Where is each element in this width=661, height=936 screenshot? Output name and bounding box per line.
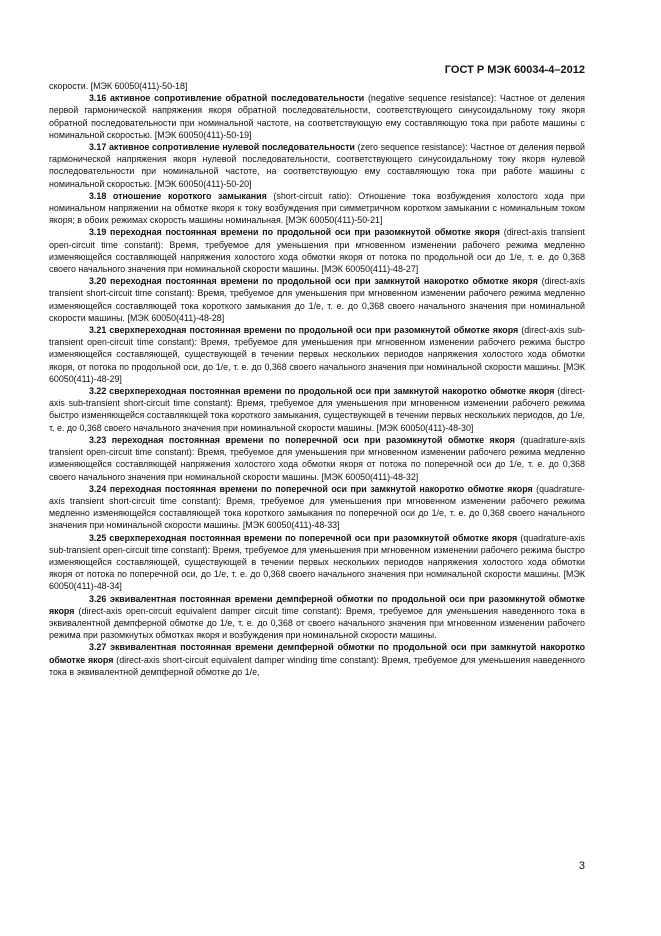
definition: (quadrature-axis sub-transient open-circuit time constant): Время, требуемое для уменьшения при мгновенном изменении рабочего режима быстро изменяющейся составляющей, существующей в течении первых нескольких периодов напряжения холостого хода обмотки якоря от потока по поперечной оси, до 1/е, т. е. до 0,368 своего начального значения при номинальной скорости машины. [МЭК 60050(411)-48-34] (49, 532, 585, 592)
paragraph-3-16 (49, 92, 585, 141)
paragraph-3-24 (49, 483, 585, 532)
term: 3.23 переходная постоянная времени по поперечной оси при разомкнутой обмотке якоря (89, 434, 515, 445)
paragraph-3-22 (49, 385, 585, 434)
definition: (quadrature-axis transient short-circuit time constant): Время, требуемое для уменьшения при мгновенном изменении рабочего режима медленно изменяющейся составляющей тока короткого замыкания по поперечной оси до 1/е, т. е. до 0,368 своего начального значения при номинальной скорости машины. [МЭК 60050(411)-48-33] (49, 483, 585, 531)
term: 3.22 сверхпереходная постоянная времени по продольной оси при замкнутой накоротко обмотке якоря (89, 386, 555, 397)
term: 3.26 эквивалентная постоянная времени демпферной обмотки по продольной оси при разомкнутой обмотке якоря (49, 593, 585, 616)
term: 3.19 переходная постоянная времени по продольной оси при разомкнутой обмотке якоря (89, 227, 500, 238)
definition: (zero sequence resistance): Частное от деления первой гармонической напряжения якоря нулевой последовательности, соответствующего синусоидальному току якоря нулевой последовательности при номинальной частоте, на соответствующую ему составляющую тока при работе машины с номинальной скоростью. [МЭК 60050(411)-50-20] (49, 142, 585, 189)
paragraph-3-19 (49, 226, 585, 275)
document-body (49, 80, 585, 678)
definition: (direct-axis open-circuit equivalent damper circuit time constant): Время, требуемое для уменьшения наведенного тока в эквивалентной демпферной обмотке до 1/е, т. е. до 0,368 от своего начального значения при мгновенном изменении рабочего режима при разомкнутых обмотках якоря и возбуждения при номинальной скорости машины. (49, 605, 585, 641)
paragraph-3-23 (49, 434, 585, 483)
paragraph-3-25 (49, 532, 585, 593)
definition: (negative sequence resistance): Частное от деления первой гармонической напряжения якоря обратной последовательности, соответствующего синусоидальному току якоря обратной последовательности при номинальной частоте, на соответствующую ему составляющую тока при работе машины с номинальной скоростью. [МЭК 60050(411)-50-19] (49, 93, 585, 140)
term: 3.27 эквивалентная постоянная времени демпферной обмотки по продольной оси при замкнутой накоротко обмотке якоря (49, 642, 585, 665)
paragraph-3-17 (49, 141, 585, 190)
paragraph-3-27 (49, 641, 585, 678)
paragraph-3-26 (49, 593, 585, 642)
definition: скорости. [МЭК 60050(411)-50-18] (49, 81, 188, 91)
paragraph (49, 80, 585, 92)
term: 3.24 переходная постоянная времени по поперечной оси при замкнутой накоротко обмотке якоря (89, 483, 533, 494)
term: 3.17 активное сопротивление нулевой последовательности (89, 142, 356, 153)
paragraph-3-20 (49, 275, 585, 324)
paragraph-3-18 (49, 190, 585, 227)
paragraph-3-21 (49, 324, 585, 385)
definition: (quadrature-axis transient open-circuit time constant): Время, требуемое для уменьшения при мгновенном изменении рабочего режима медленно изменяющейся составляющей напряжения холостого хода обмотки якоря от потока по поперечной оси до 1/е, т. е. до 0,368 своего начального значения при номинальной скорости машины. [МЭК 60050(411)-48-32] (49, 434, 585, 482)
term: 3.21 сверхпереходная постоянная времени по продольной оси при разомкнутой обмотке якоря (89, 325, 519, 336)
definition: (direct-axis short-circuit equivalent damper winding time constant): Время, требуемое для уменьшения наведенного тока в эквивалентной демпферной обмотке до 1/е, (49, 654, 585, 677)
term: 3.18 отношение короткого замыкания (89, 190, 267, 201)
term: 3.25 сверхпереходная постоянная времени по поперечной оси при разомкнутой обмотке якоря (89, 532, 518, 543)
definition: (direct-axis transient open-circuit time constant): Время, требуемое для уменьшения при мгновенном изменении рабочего режима медленно изменяющейся составляющей напряжения холостого хода обмотки якоря от потока по продольной оси до 1/е, т. е. до 0,368 своего начального значения при номинальной скорости машины. [МЭК 60050(411)-48-27] (49, 227, 585, 275)
term: 3.20 переходная постоянная времени по продольной оси при замкнутой накоротко обмотке якоря (89, 276, 538, 287)
definition: (direct-axis transient short-circuit time constant): Время, требуемое для уменьшения при мгновенном изменении рабочего режима медленно изменяющейся составляющей тока короткого замыкания до 1/е, т. е. до 0,368 своего начального значения при номинальной скорости машины. [МЭК 60050(411)-48-28] (49, 276, 585, 323)
definition: (direct-axis sub-transient short-circuit time constant): Время, требуемое для уменьшения при мгновенном изменении рабочего режима быстро изменяющейся составляющей тока короткого замыкания, существующей в течении первых нескольких периодов, до 1/е, т. е. до 0,368 своего начального значения при номинальной скорости машины. [МЭК 60050(411)-48-30] (49, 386, 585, 433)
term: 3.16 активное сопротивление обратной последовательности (89, 93, 365, 104)
page-number: 3 (578, 860, 585, 872)
definition: (short-circuit ratio): Отношение тока возбуждения холостого хода при номинальном напряжении на обмотке якоря к току возбуждения при симметричном коротком замыкании с номинальным током якоря; в обоих режимах скорость машины номинальная. [МЭК 60050(411)-50-21] (49, 190, 585, 226)
document-code: ГОСТ Р МЭК 60034-4–2012 (444, 64, 585, 76)
definition: (direct-axis sub-transient open-circuit time constant): Время, требуемое для уменьшения при мгновенном изменении рабочего режима быстро изменяющейся составляющей, существующей в течении первых нескольких периодов напряжения холостого хода обмотки якоря, от потока по продольной оси, до 1/е, т. е. до 0,368 своего начального значения при номинальной скорости машины. [МЭК 60050(411)-48-29] (49, 325, 586, 384)
